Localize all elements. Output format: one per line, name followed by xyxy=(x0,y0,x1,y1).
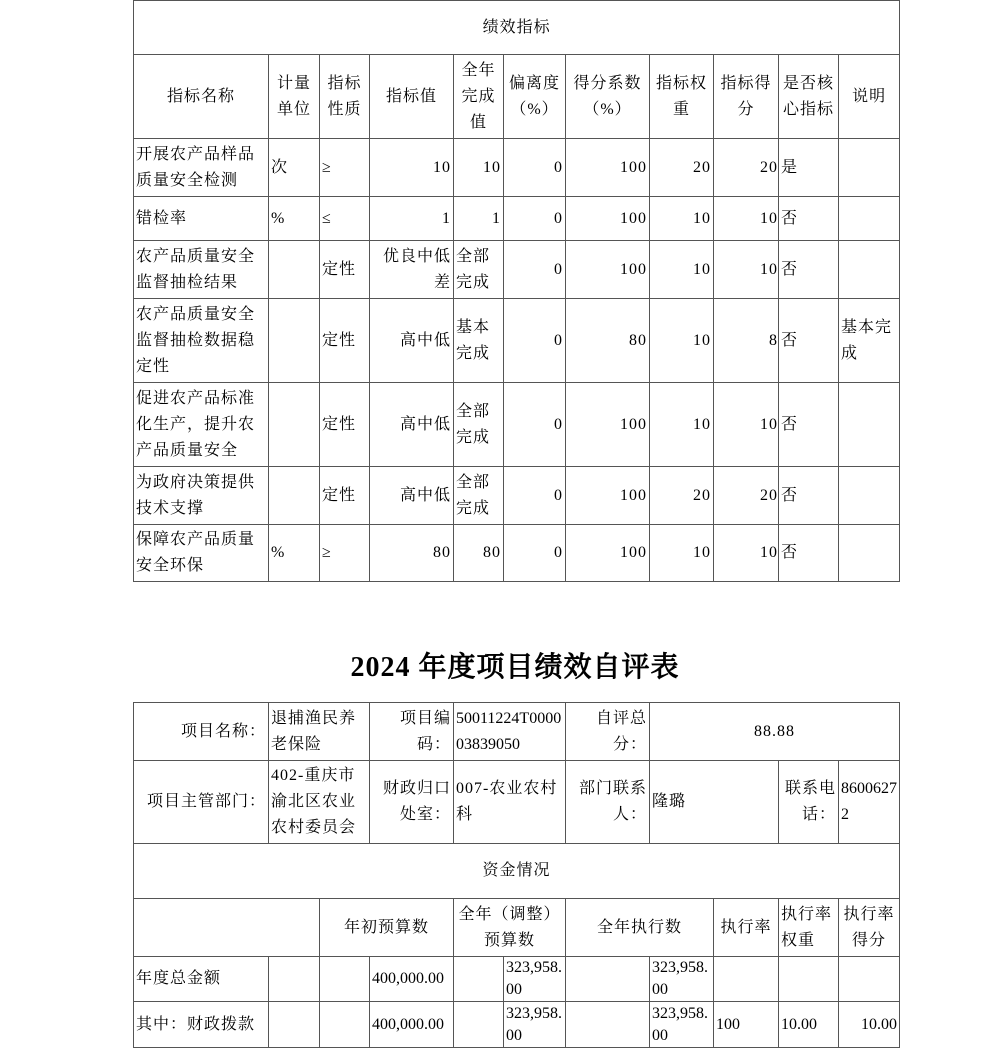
table-cell: 10 xyxy=(714,241,779,299)
table-cell: 农产品质量安全监督抽检数据稳定性 xyxy=(134,299,269,383)
phone: 86006272 xyxy=(839,761,900,844)
table-cell xyxy=(839,467,900,525)
table-cell xyxy=(839,139,900,197)
column-header: 指标性质 xyxy=(320,55,370,139)
table-cell: 定性 xyxy=(320,299,370,383)
table-cell xyxy=(269,383,320,467)
table-cell: 为政府决策提供技术支撑 xyxy=(134,467,269,525)
score-label: 自评总分： xyxy=(566,703,650,761)
table-cell: 100 xyxy=(566,139,650,197)
funds-label: 年度总金额 xyxy=(134,957,269,1002)
table-cell: 优良中低差 xyxy=(370,241,454,299)
table-cell: 100 xyxy=(566,197,650,241)
table-cell: 10 xyxy=(714,197,779,241)
table-cell: 基本完成 xyxy=(839,299,900,383)
funds-label: 其中：财政拨款 xyxy=(134,1002,269,1048)
blank-cell xyxy=(269,957,320,1002)
table-cell: 10 xyxy=(650,525,714,582)
column-header: 指标权重 xyxy=(650,55,714,139)
table-cell: 1 xyxy=(370,197,454,241)
table-cell xyxy=(269,241,320,299)
table-cell: ≤ xyxy=(320,197,370,241)
table-cell: 基本完成 xyxy=(454,299,504,383)
table-cell: 10 xyxy=(650,383,714,467)
column-header: 是否核心指标 xyxy=(779,55,839,139)
funds-score: 10.00 xyxy=(839,1002,900,1048)
project-name: 退捕渔民养老保险 xyxy=(269,703,370,761)
finance-label: 财政归口处室： xyxy=(370,761,454,844)
table-cell: % xyxy=(269,197,320,241)
table-cell: 1 xyxy=(454,197,504,241)
table-cell: 开展农产品样品质量安全检测 xyxy=(134,139,269,197)
table-cell: 0 xyxy=(504,525,566,582)
project-code: 50011224T000003839050 xyxy=(454,703,566,761)
table-cell: 20 xyxy=(650,467,714,525)
table-cell: 10 xyxy=(650,241,714,299)
table-cell: ≥ xyxy=(320,525,370,582)
blank-cell xyxy=(134,899,320,957)
table-cell: 定性 xyxy=(320,383,370,467)
column-header: 全年完成值 xyxy=(454,55,504,139)
column-header: 计量单位 xyxy=(269,55,320,139)
project-name-label: 项目名称： xyxy=(134,703,269,761)
table-row xyxy=(134,525,900,582)
table-row xyxy=(134,139,900,197)
funds-weight xyxy=(779,957,839,1002)
blank-cell xyxy=(269,1002,320,1048)
funds-header-row xyxy=(134,899,900,957)
table-cell xyxy=(839,525,900,582)
table-cell: 是 xyxy=(779,139,839,197)
table-cell: 农产品质量安全监督抽检结果 xyxy=(134,241,269,299)
table-cell: 10 xyxy=(714,525,779,582)
table-cell: 否 xyxy=(779,525,839,582)
table-cell: 20 xyxy=(714,139,779,197)
blank-cell xyxy=(566,1002,650,1048)
self-evaluation-table xyxy=(133,702,900,1048)
funds-score xyxy=(839,957,900,1002)
table-cell: 0 xyxy=(504,241,566,299)
table-cell: 100 xyxy=(566,383,650,467)
column-header: 指标名称 xyxy=(134,55,269,139)
total-score: 88.88 xyxy=(650,703,900,761)
header-row xyxy=(134,55,900,139)
table-cell: 高中低 xyxy=(370,467,454,525)
contact: 隆璐 xyxy=(650,761,779,844)
table-cell: 0 xyxy=(504,383,566,467)
table-cell: 10 xyxy=(714,383,779,467)
table-cell: 80 xyxy=(370,525,454,582)
table-row xyxy=(134,383,900,467)
table-cell xyxy=(269,467,320,525)
table-cell: 定性 xyxy=(320,467,370,525)
table-cell: 10 xyxy=(454,139,504,197)
phone-label: 联系电话： xyxy=(779,761,839,844)
column-header: 指标值 xyxy=(370,55,454,139)
funds-weight: 10.00 xyxy=(779,1002,839,1048)
table-cell: 20 xyxy=(714,467,779,525)
table-cell: 否 xyxy=(779,197,839,241)
table-cell xyxy=(839,241,900,299)
table-cell xyxy=(839,383,900,467)
performance-indicators-table xyxy=(133,0,900,582)
funds-executed: 323,958.00 xyxy=(650,957,714,1002)
dept: 402-重庆市渝北区农业农村委员会 xyxy=(269,761,370,844)
table-cell: 次 xyxy=(269,139,320,197)
finance-office: 007-农业农村科 xyxy=(454,761,566,844)
blank-cell xyxy=(454,1002,504,1048)
table-cell: 100 xyxy=(566,241,650,299)
table-cell: 否 xyxy=(779,241,839,299)
funds-initial: 400,000.00 xyxy=(370,1002,454,1048)
table-cell: 高中低 xyxy=(370,299,454,383)
dept-label: 项目主管部门： xyxy=(134,761,269,844)
table-cell: 错检率 xyxy=(134,197,269,241)
column-header: 年初预算数 xyxy=(320,899,454,957)
funds-adjusted: 323,958.00 xyxy=(504,957,566,1002)
section-title: 绩效指标 xyxy=(134,1,900,55)
table-cell: 全部完成 xyxy=(454,467,504,525)
table-cell: 0 xyxy=(504,197,566,241)
table-cell: 8 xyxy=(714,299,779,383)
table-cell: 促进农产品标准化生产，提升农产品质量安全 xyxy=(134,383,269,467)
project-code-label: 项目编码： xyxy=(370,703,454,761)
blank-cell xyxy=(566,957,650,1002)
table-cell xyxy=(269,299,320,383)
table-row xyxy=(134,299,900,383)
table-cell: 80 xyxy=(566,299,650,383)
table-cell: 否 xyxy=(779,383,839,467)
table-cell: 20 xyxy=(650,139,714,197)
table-cell: 10 xyxy=(650,299,714,383)
funds-adjusted: 323,958.00 xyxy=(504,1002,566,1048)
column-header: 执行率得分 xyxy=(839,899,900,957)
funds-title: 资金情况 xyxy=(134,844,900,899)
table-cell: % xyxy=(269,525,320,582)
table-row xyxy=(134,467,900,525)
table-cell: 100 xyxy=(566,525,650,582)
table-row xyxy=(134,197,900,241)
table-cell: 保障农产品质量安全环保 xyxy=(134,525,269,582)
contact-label: 部门联系人： xyxy=(566,761,650,844)
table-cell: 0 xyxy=(504,139,566,197)
column-header: 执行率 xyxy=(714,899,779,957)
funds-rate xyxy=(714,957,779,1002)
blank-cell xyxy=(454,957,504,1002)
column-header: 全年（调整）预算数 xyxy=(454,899,566,957)
table-row xyxy=(134,241,900,299)
column-header: 全年执行数 xyxy=(566,899,714,957)
funds-rate: 100 xyxy=(714,1002,779,1048)
table-cell: 定性 xyxy=(320,241,370,299)
table-cell: 80 xyxy=(454,525,504,582)
column-header: 执行率权重 xyxy=(779,899,839,957)
column-header: 得分系数（%） xyxy=(566,55,650,139)
funds-initial: 400,000.00 xyxy=(370,957,454,1002)
table-cell: 否 xyxy=(779,467,839,525)
table-cell: 0 xyxy=(504,299,566,383)
table-cell: 0 xyxy=(504,467,566,525)
column-header: 偏离度（%） xyxy=(504,55,566,139)
table-cell: 10 xyxy=(650,197,714,241)
funds-executed: 323,958.00 xyxy=(650,1002,714,1048)
table-cell: 10 xyxy=(370,139,454,197)
funds-row xyxy=(134,957,900,1002)
table-cell: 高中低 xyxy=(370,383,454,467)
table-cell xyxy=(839,197,900,241)
form-title: 2024 年度项目绩效自评表 xyxy=(350,652,680,683)
table-cell: 100 xyxy=(566,467,650,525)
table-cell: 全部完成 xyxy=(454,241,504,299)
blank-cell xyxy=(320,1002,370,1048)
table-cell: ≥ xyxy=(320,139,370,197)
table-cell: 全部完成 xyxy=(454,383,504,467)
table-cell: 否 xyxy=(779,299,839,383)
blank-cell xyxy=(320,957,370,1002)
funds-row xyxy=(134,1002,900,1048)
column-header: 指标得分 xyxy=(714,55,779,139)
column-header: 说明 xyxy=(839,55,900,139)
